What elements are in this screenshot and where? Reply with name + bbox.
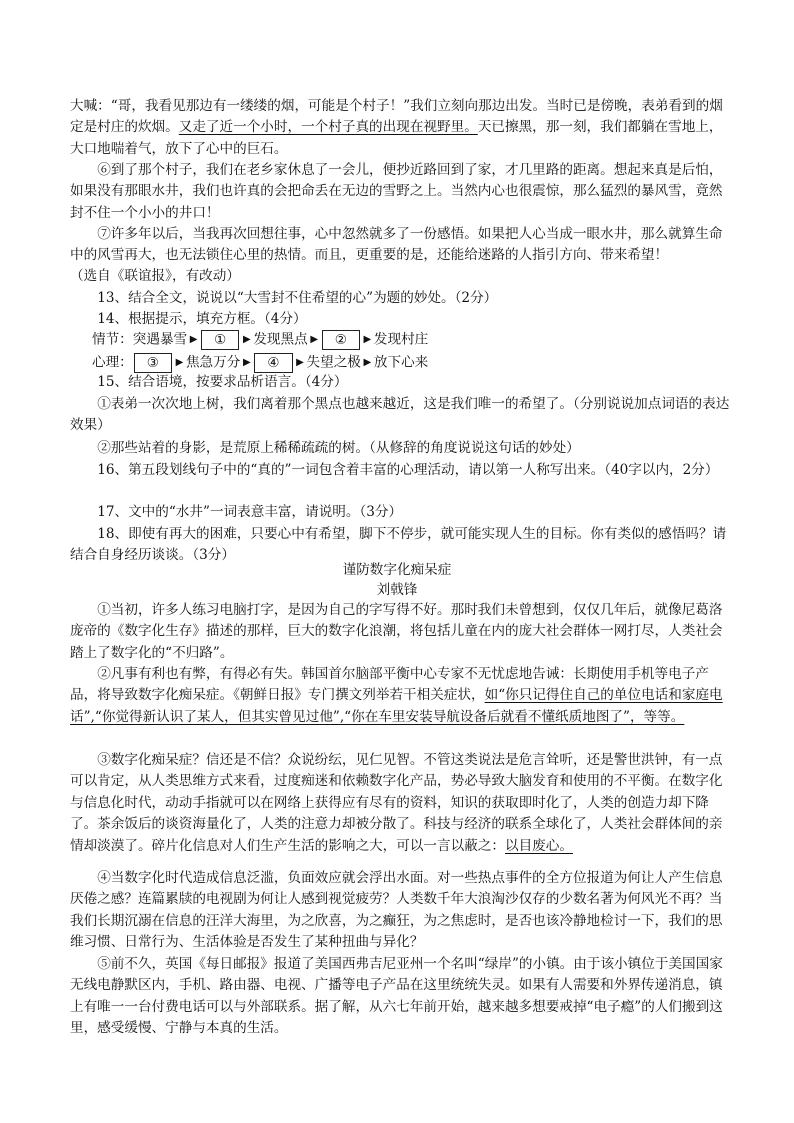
article-author: 刘戟锋 [376, 582, 418, 598]
question-18: 18、即使有再大的困难，只要心中有希望，脚下不停步，就可能实现人生的目标。你有类似的感悟吗？请结合自身经历谈谈。（3分） [70, 526, 727, 564]
flow-mind-row [92, 351, 428, 373]
answer-box: ③ [134, 353, 172, 373]
story-paragraph-7: ⑦许多年以后，当我再次回想往事，心中忽然就多了一份感悟。如果把人心当成一眼水井，那么就算生命中的风雪再大，也无法锁住心里的热情。而且，更重要的是，还能给迷路的人指引方向、带来希望！ [70, 226, 723, 264]
question-14: 14、根据提示，填充方框。（4分） [97, 311, 307, 327]
flow-plot-row [92, 328, 428, 350]
flow-step: 放下心来 [373, 354, 429, 371]
flow-step: 突遇暴雪 [132, 331, 188, 348]
answer-box: ④ [254, 353, 292, 373]
flow-step: 焦急万分 [185, 354, 241, 371]
answer-box: ② [322, 330, 360, 350]
underlined-sentence: 以目废心。 [505, 837, 573, 854]
flow-step: 发现黑点 [253, 331, 308, 348]
arrow-right-icon: ▶ [242, 333, 251, 345]
article-paragraph-4: ④当数字化时代造成信息泛滥，负面效应就会浮出水面。对一些热点事件的全方位报道为何让人产生信息厌倦之感？连篇累牍的电视剧为何让人感到视觉疲劳？人类数千年大浪淘沙仅存的少数名著为何风光不再？当我们长期沉溺在信息的汪洋大海里，为之欣喜，为之癫狂，为之焦虑时，是否也该冷静地检讨一下，我们的思维习惯、日常行为、生活体验是否发生了某种扭曲与异化？ [70, 870, 723, 951]
question-15: 15、结合语境，按要求品析语言。（4分） [97, 374, 348, 390]
arrow-right-icon: ▶ [242, 356, 251, 368]
paragraph-text: 大喊：“哥，我看见那边有一缕缕的烟，可能是个村子！”我们立刻向那边出发。当时已是傍晚，表弟看到的烟定是村庄的炊烟。 [70, 98, 723, 136]
paragraph-text: ③数字化痴呆症？信还是不信？众说纷纭，见仁见智。不管这类说法是危言耸听，还是警世洪钟，有一点可以肯定，从人类思维方式来看，过度痴迷和依赖数字化产品，势必导致大脑发育和使用的不平衡。在数字化与信息化时代，动动手指就可以在网络上获得应有尽有的资料，知识的获取即时化了，人类的创造力却下降了。茶余饭后的谈资海量化了，人类的注意力却被分散了。科技与经济的联系全球化了，人类社会群体间的亲情却淡漠了。碎片化信息对人们生产生活的影响之大，可以一言以蔽之： [70, 752, 723, 854]
question-16: 16、第五段划线句子中的“真的”一词包含着丰富的心理活动，请以第一人称写出来。（40字以内，2分） [97, 462, 719, 478]
arrow-right-icon: ▶ [296, 356, 304, 368]
underlined-sentence: 如“你只记得住自己的单位电话和家庭电话”,“你觉得新认识了某人，但其实曾见过他”,“你在车里安装导航设备后就看不懂纸质地图了”，等等。 [70, 687, 723, 725]
story-paragraph-5 [70, 96, 730, 160]
question-17: 17、文中的“水井”一词表意丰富，请说明。（3分） [97, 504, 403, 520]
story-paragraph-6: ⑥到了那个村子，我们在老乡家休息了一会儿，便抄近路回到了家，才几里路的距离。想起来真是后怕，如果没有那眼水井，我们也许真的会把命丢在无边的雪野之上。当然内心也很震惊，那么猛烈的暴风雪，竟然封不住一个小小的井口！ [70, 162, 723, 221]
question-15-1: ①表弟一次次地上树，我们离着那个黑点也越来越近，这是我们唯一的希望了。（分别说说加点词语的表达效果） [70, 396, 730, 434]
article-title: 谨防数字化痴呆症 [342, 562, 452, 578]
arrow-right-icon: ▶ [189, 333, 198, 345]
arrow-right-icon: ▶ [363, 356, 372, 368]
question-15-2: ②那些站着的身影，是荒原上稀稀疏疏的树。（从修辞的角度说说这句话的妙处） [97, 440, 580, 456]
paragraph-text: ②凡事有利也有弊，有得必有失。韩国首尔脑部平衡中心专家不无忧虑地告诫：长期使用手机等电子产品，将导致数字化痴呆症。《朝鲜日报》专门撰文列举若干相关症状， [70, 666, 709, 704]
article-paragraph-3 [70, 750, 730, 857]
article-paragraph-5: ⑤前不久，英国《每日邮报》报道了美国西弗吉尼亚州一个名叫“绿岸”的小镇。由于该小镇位于美国国家无线电静默区内，手机、路由器、电视、广播等电子产品在这里统统失灵。如果有人需要和外界传递消息，镇上有唯一一台付费电话可以与外部联系。据了解，从六七年前开始，越来越多想要戒掉“电子瘾”的人们搬到这里，感受缓慢、宁静与本真的生活。 [70, 956, 723, 1037]
arrow-right-icon: ▶ [363, 333, 372, 345]
paragraph-text: 天已擦黑，那一刻，我们都躺在雪地上，大口地喘着气，放下了心中的巨石。 [70, 119, 723, 157]
underlined-sentence: 又走了近一个小时，一个村子真的出现在视野里。 [178, 119, 478, 136]
flow-label: 情节： [92, 331, 133, 348]
arrow-right-icon: ▶ [175, 356, 184, 368]
question-13: 13、结合全文，说说以“大雪封不住希望的心”为题的妙处。（2分） [97, 290, 498, 306]
story-source: （选自《联谊报》，有改动） [70, 268, 240, 284]
arrow-right-icon: ▶ [310, 333, 319, 345]
flow-label: 心理： [92, 354, 133, 371]
answer-box: ① [201, 330, 239, 350]
flow-step: 失望之极 [306, 354, 361, 371]
article-paragraph-1: ①当初，许多人练习电脑打字，是因为自己的字写得不好。那时我们未曾想到，仅仅几年后，就像尼葛洛庞帝的《数字化生存》描述的那样，巨大的数字化浪潮，将包括儿童在内的庞大社会群体一网打尽，人类社会踏上了数字化的“不归路”。 [70, 602, 723, 661]
article-paragraph-2 [70, 664, 730, 728]
flow-step: 发现村庄 [373, 331, 429, 348]
